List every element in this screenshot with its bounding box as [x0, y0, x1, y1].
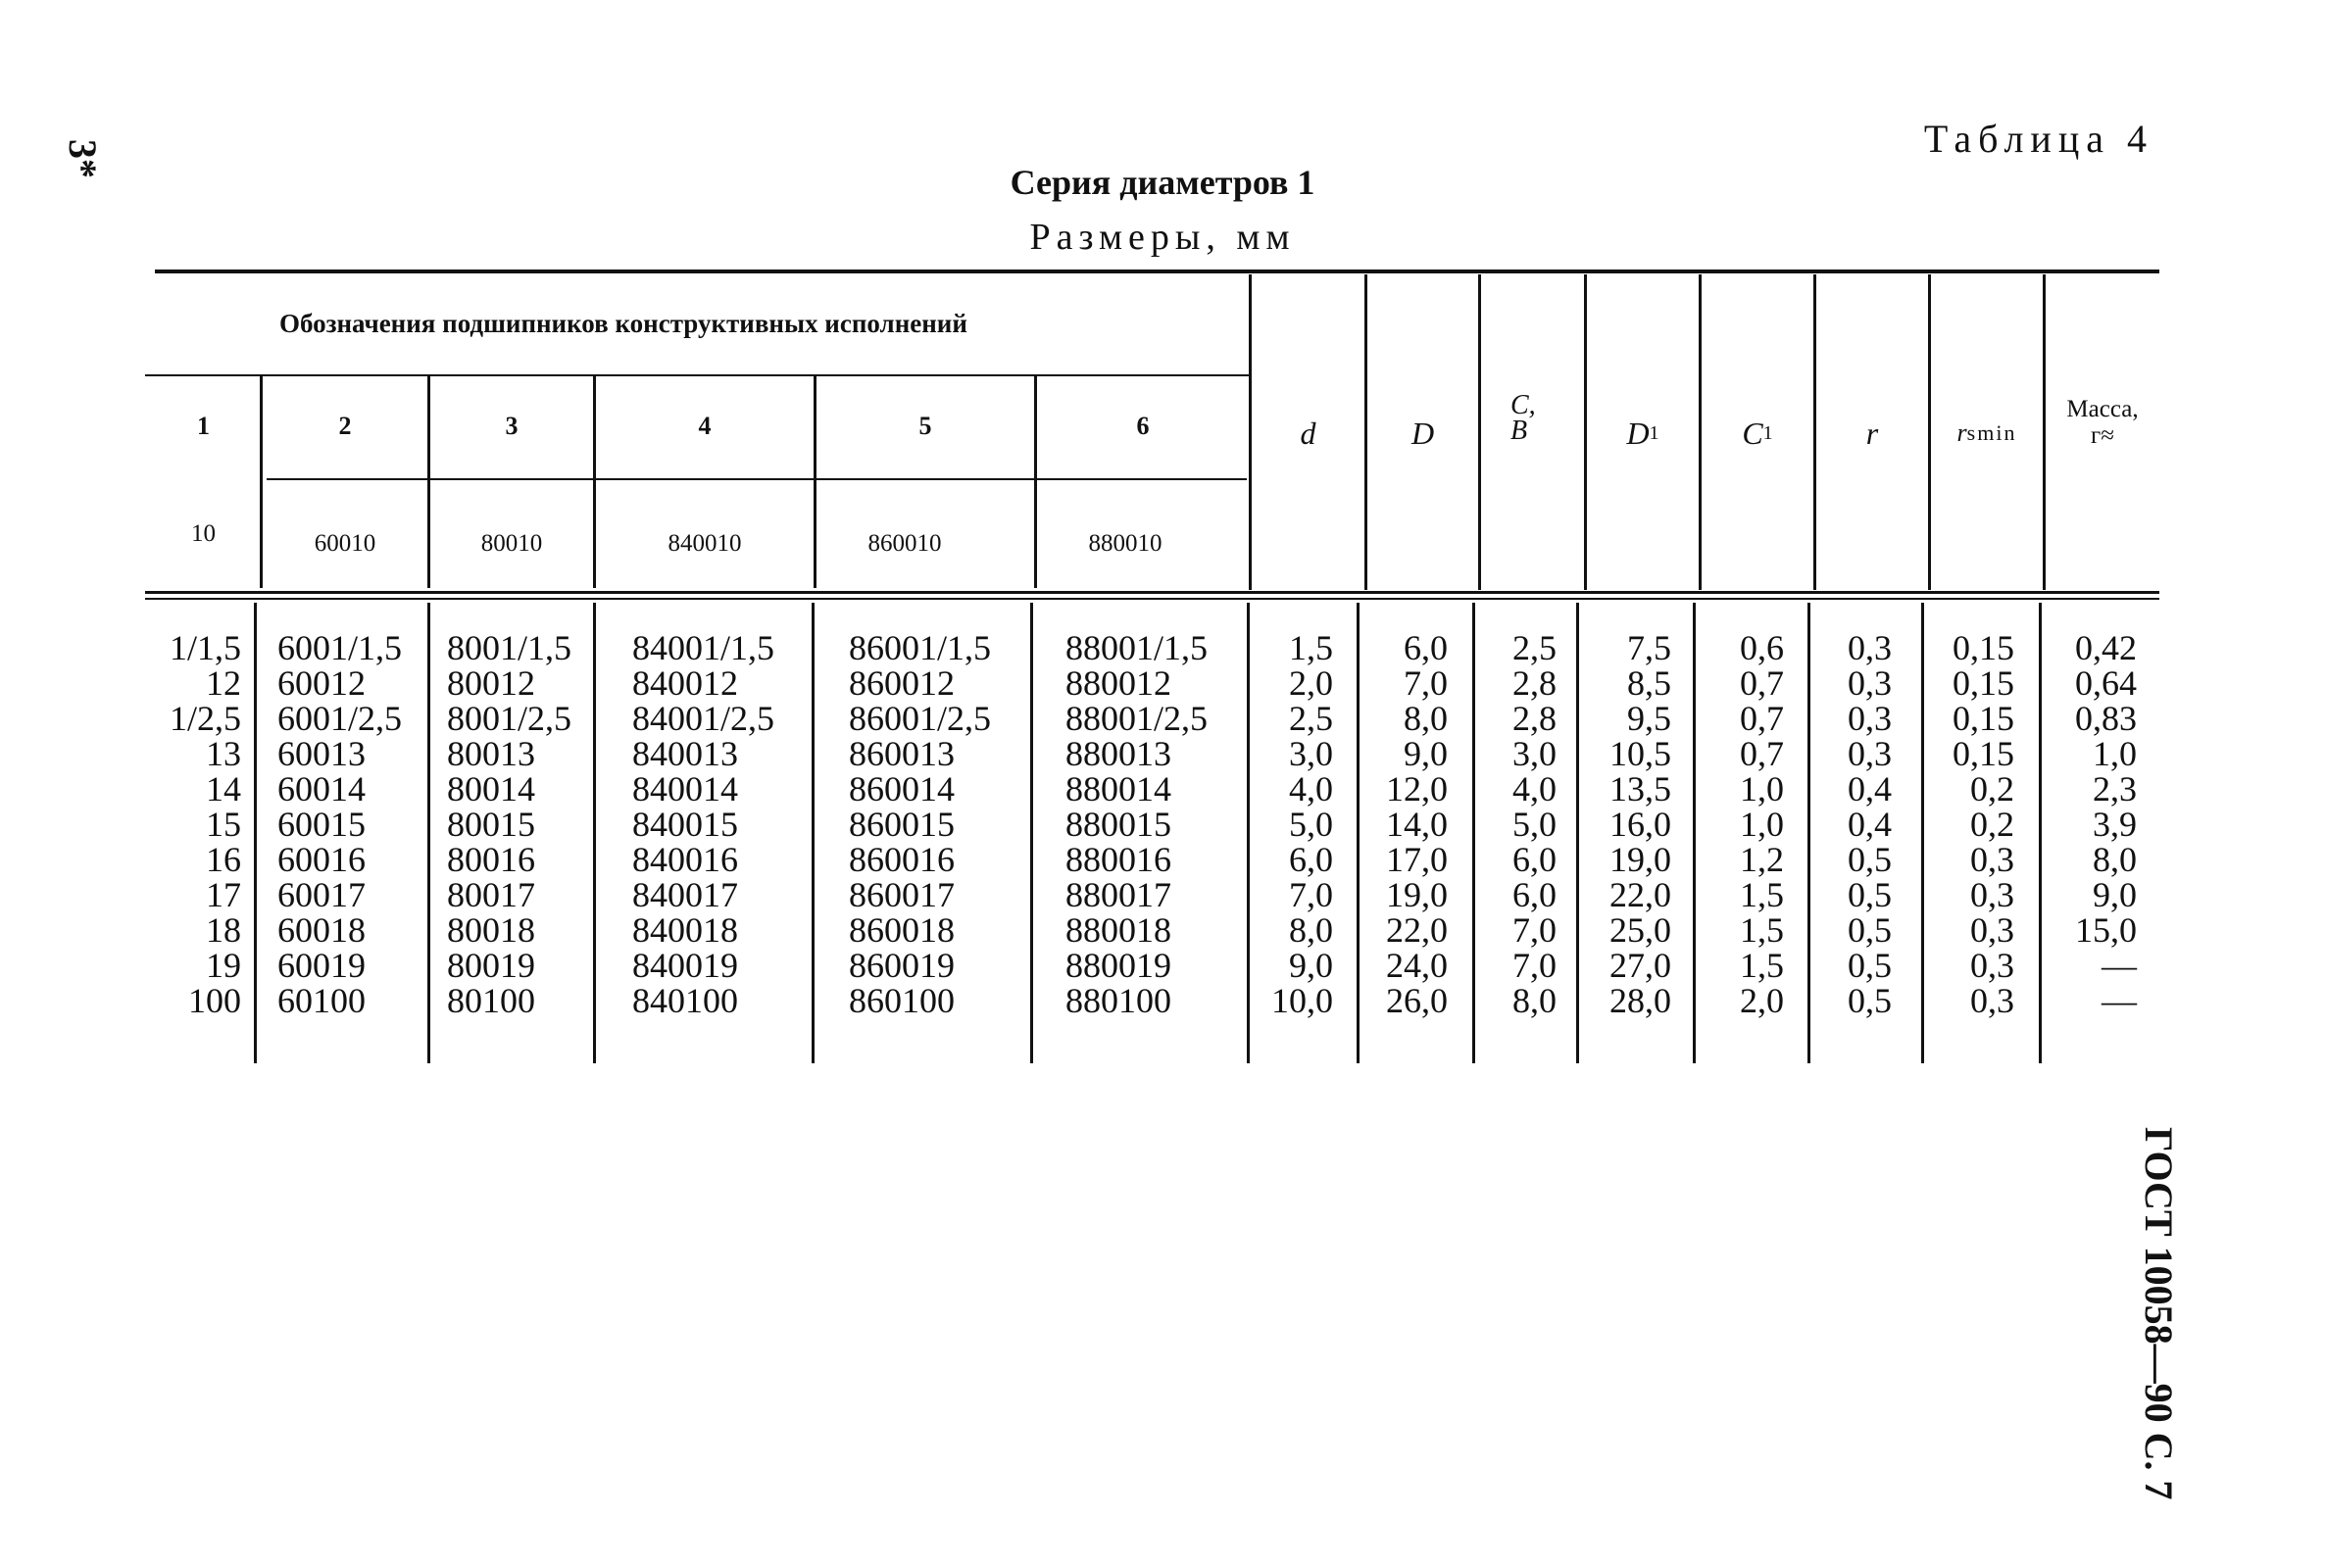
column-C-B [1478, 630, 1557, 1018]
table-label: Таблица 4 [1923, 117, 2153, 161]
body-divider [1693, 603, 1696, 1063]
table-cell: 15 [206, 805, 241, 844]
table-cell: 7,0 [1289, 875, 1333, 914]
table-cell: 1,0 [1740, 805, 1784, 844]
body-divider [812, 603, 815, 1063]
table-cell: 0,2 [1970, 805, 2014, 844]
header-D: D [1410, 415, 1435, 451]
table-cell: 0,3 [1970, 910, 2014, 950]
design-number-2: 2 [338, 412, 352, 440]
table-cell: 0,5 [1848, 946, 1892, 985]
design-number-4: 4 [698, 412, 712, 440]
table-cell: 8,0 [1289, 910, 1333, 950]
table-cell: 860100 [849, 981, 955, 1020]
table-cell: 80019 [447, 946, 535, 985]
group-header-rule [145, 374, 1249, 376]
table-cell: 6001/1,5 [277, 628, 403, 667]
table-cell: 5,0 [1512, 805, 1557, 844]
table-cell: 7,0 [1512, 910, 1557, 950]
header-mass-unit: г≈ [2091, 422, 2114, 449]
table-cell: 0,3 [1848, 699, 1892, 738]
table-cell: 1,0 [2093, 734, 2137, 773]
header-rsmin-sub: smin [1966, 420, 2017, 445]
table-cell: 840018 [632, 910, 738, 950]
sample-designation-2: 60010 [314, 530, 376, 557]
table-cell: 6,0 [1404, 628, 1448, 667]
column-rsmin [1926, 630, 2014, 1018]
table-cell: 840016 [632, 840, 738, 879]
table-cell: 0,3 [1970, 840, 2014, 879]
table-cell: 9,0 [2093, 875, 2137, 914]
table-cell: 880018 [1065, 910, 1171, 950]
sample-designation-1: 10 [191, 520, 216, 547]
table-cell: 0,7 [1740, 699, 1784, 738]
table-cell: 0,5 [1848, 840, 1892, 879]
table-cell: 860016 [849, 840, 955, 879]
column-design-5 [849, 630, 1025, 1018]
table-cell: 22,0 [1609, 875, 1671, 914]
table-cell: 840014 [632, 769, 738, 808]
table-cell: 80013 [447, 734, 535, 773]
table-cell: 88001/2,5 [1065, 699, 1209, 738]
table-cell: 0,83 [2075, 699, 2137, 738]
table-cell: 1,5 [1289, 628, 1333, 667]
table-cell: 880016 [1065, 840, 1171, 879]
header-rsmin [1931, 276, 2043, 590]
dimensions-title: Размеры, мм [1029, 217, 1296, 258]
table-cell: 88001/1,5 [1065, 628, 1209, 667]
body-divider [593, 603, 596, 1063]
header-C1 [1702, 276, 1813, 590]
table-cell: 80014 [447, 769, 535, 808]
table-cell: 0,3 [1970, 981, 2014, 1020]
table-cell: 24,0 [1386, 946, 1448, 985]
table-cell: 9,0 [1289, 946, 1333, 985]
table-cell: 0,64 [2075, 663, 2137, 703]
table-cell: 3,9 [2093, 805, 2137, 844]
sample-designation-3: 80010 [480, 530, 543, 557]
table-cell: 880019 [1065, 946, 1171, 985]
table-cell: 840019 [632, 946, 738, 985]
body-divider [1807, 603, 1810, 1063]
table-cell: 860015 [849, 805, 955, 844]
body-divider [1357, 603, 1360, 1063]
table-cell: 60018 [277, 910, 366, 950]
design-number-5: 5 [918, 412, 932, 440]
header-r: r [1865, 415, 1879, 451]
table-cell: 0,42 [2075, 628, 2137, 667]
table-cell: 860019 [849, 946, 955, 985]
table-cell: 1,2 [1740, 840, 1784, 879]
column-design-1 [140, 630, 241, 1018]
table-cell: 860012 [849, 663, 955, 703]
table-cell: 0,4 [1848, 769, 1892, 808]
table-cell: 84001/2,5 [632, 699, 775, 738]
table-cell: 0,3 [1848, 663, 1892, 703]
table-cell: 17 [206, 875, 241, 914]
table-cell: 6,0 [1512, 875, 1557, 914]
table-cell: 27,0 [1609, 946, 1671, 985]
column-design-4 [632, 630, 809, 1018]
table-cell: 25,0 [1609, 910, 1671, 950]
table-cell: 60012 [277, 663, 366, 703]
header-rsmin-main: r [1956, 418, 1967, 447]
table-cell: 0,5 [1848, 875, 1892, 914]
table-cell: 100 [188, 981, 241, 1020]
series-title: Серия диаметров 1 [1010, 163, 1315, 202]
header-d: d [1300, 415, 1316, 451]
table-cell: 8,0 [2093, 840, 2137, 879]
table-cell: 0,3 [1848, 734, 1892, 773]
table-cell: 14,0 [1386, 805, 1448, 844]
table-cell: 2,8 [1512, 699, 1557, 738]
table-cell: 19 [206, 946, 241, 985]
body-divider [1472, 603, 1475, 1063]
column-mass [2043, 630, 2137, 1018]
table-cell: 80018 [447, 910, 535, 950]
table-cell: 0,5 [1848, 981, 1892, 1020]
table-cell: 880017 [1065, 875, 1171, 914]
table-cell: 17,0 [1386, 840, 1448, 879]
table-cell: 8001/1,5 [447, 628, 572, 667]
table-cell: 19,0 [1609, 840, 1671, 879]
sample-designation-6: 880010 [1088, 530, 1162, 557]
table-cell: 880013 [1065, 734, 1171, 773]
table-cell: 0,15 [1953, 663, 2014, 703]
table-cell: 1/2,5 [169, 699, 241, 738]
body-divider [1247, 603, 1250, 1063]
header-C1-main: C [1742, 415, 1763, 451]
table-cell: 0,6 [1740, 628, 1784, 667]
table-cell: 80016 [447, 840, 535, 879]
column-design-2 [277, 630, 424, 1018]
table-cell: 0,15 [1953, 734, 2014, 773]
table-cell: 7,0 [1512, 946, 1557, 985]
table-cell: 80012 [447, 663, 535, 703]
top-rule [155, 270, 2159, 273]
column-design-3 [447, 630, 592, 1018]
column-C1 [1701, 630, 1784, 1018]
table-cell: 4,0 [1512, 769, 1557, 808]
body-divider [1030, 603, 1033, 1063]
body-divider [1921, 603, 1924, 1063]
table-cell: 8001/2,5 [447, 699, 572, 738]
table-cell: 16,0 [1609, 805, 1671, 844]
body-divider [254, 603, 257, 1063]
table-cell: 860017 [849, 875, 955, 914]
table-cell: 0,15 [1953, 628, 2014, 667]
table-cell: 4,0 [1289, 769, 1333, 808]
table-cell: 8,0 [1404, 699, 1448, 738]
table-cell: 13,5 [1609, 769, 1671, 808]
column-D [1362, 630, 1448, 1018]
table-cell: 2,5 [1512, 628, 1557, 667]
body-divider [427, 603, 430, 1063]
table-cell: 0,2 [1970, 769, 2014, 808]
table-cell: 5,0 [1289, 805, 1333, 844]
header-mass-label: Масса, [2066, 396, 2139, 422]
table-cell: 2,0 [1289, 663, 1333, 703]
table-cell: 0,3 [1970, 875, 2014, 914]
header-C1-sub: 1 [1762, 421, 1773, 444]
table-cell: 2,3 [2093, 769, 2137, 808]
header-D1 [1587, 276, 1699, 590]
table-cell: 60017 [277, 875, 366, 914]
column-D1 [1580, 630, 1671, 1018]
table-cell: 80100 [447, 981, 535, 1020]
table-cell: 80015 [447, 805, 535, 844]
design-number-3: 3 [505, 412, 519, 440]
table-cell: 26,0 [1386, 981, 1448, 1020]
design-number-6: 6 [1136, 412, 1150, 440]
table-cell: 0,3 [1848, 628, 1892, 667]
table-cell: 840015 [632, 805, 738, 844]
table-cell: 2,8 [1512, 663, 1557, 703]
table-cell: 0,7 [1740, 734, 1784, 773]
table-cell: 840012 [632, 663, 738, 703]
sample-designation-4: 840010 [668, 530, 742, 557]
table-cell: 9,0 [1404, 734, 1448, 773]
table-cell: 0,7 [1740, 663, 1784, 703]
table-cell: 3,0 [1289, 734, 1333, 773]
table-cell: 7,0 [1404, 663, 1448, 703]
table-cell: 14 [206, 769, 241, 808]
table-cell: 6001/2,5 [277, 699, 403, 738]
table-cell: 60014 [277, 769, 366, 808]
table-cell: 10,0 [1271, 981, 1333, 1020]
header-B-label: B [1510, 416, 1528, 446]
table-cell: 0,4 [1848, 805, 1892, 844]
column-d [1255, 630, 1333, 1018]
table-cell: 80017 [447, 875, 535, 914]
designations-group-header: Обозначения подшипников конструктивных исполнений [279, 308, 967, 338]
table-cell: 60019 [277, 946, 366, 985]
table-cell: 6,0 [1512, 840, 1557, 879]
sample-designation-5: 860010 [867, 530, 942, 557]
header-C-B [1481, 276, 1584, 590]
table-cell: 22,0 [1386, 910, 1448, 950]
table-cell: 880014 [1065, 769, 1171, 808]
table-cell: 840017 [632, 875, 738, 914]
table-cell: — [2102, 946, 2137, 985]
table-cell: 10,5 [1609, 734, 1671, 773]
table-cell: 8,5 [1627, 663, 1671, 703]
table-cell: 1,5 [1740, 910, 1784, 950]
table-cell: 880012 [1065, 663, 1171, 703]
table-cell: 860013 [849, 734, 955, 773]
header-bottom-rule-2 [145, 598, 2159, 600]
table-cell: 0,3 [1970, 946, 2014, 985]
table-cell: 0,5 [1848, 910, 1892, 950]
table-cell: 860018 [849, 910, 955, 950]
table-cell: 840013 [632, 734, 738, 773]
column-r [1813, 630, 1892, 1018]
table-cell: 15,0 [2075, 910, 2137, 950]
table-cell: 2,5 [1289, 699, 1333, 738]
table-cell: 880100 [1065, 981, 1171, 1020]
table-cell: 1,5 [1740, 946, 1784, 985]
table-cell: 60100 [277, 981, 366, 1020]
table-cell: 60016 [277, 840, 366, 879]
header-D1-main: D [1626, 415, 1650, 451]
design-number-1: 1 [197, 412, 210, 440]
table-cell: 860014 [849, 769, 955, 808]
table-cell: 60013 [277, 734, 366, 773]
table-cell: 13 [206, 734, 241, 773]
design-number-rule [267, 478, 1247, 480]
table-cell: 6,0 [1289, 840, 1333, 879]
table-cell: — [2102, 981, 2137, 1020]
header-mass [2046, 276, 2159, 590]
table-cell: 2,0 [1740, 981, 1784, 1020]
table-cell: 1/1,5 [169, 628, 241, 667]
table-cell: 3,0 [1512, 734, 1557, 773]
table-cell: 0,15 [1953, 699, 2014, 738]
table-cell: 60015 [277, 805, 366, 844]
header-D1-sub: 1 [1649, 421, 1659, 444]
table-cell: 9,5 [1627, 699, 1671, 738]
body-divider [1576, 603, 1579, 1063]
gost-footer: ГОСТ 10058—90 С. 7 [2137, 1127, 2181, 1500]
table-cell: 19,0 [1386, 875, 1448, 914]
table-cell: 7,5 [1627, 628, 1671, 667]
table-cell: 8,0 [1512, 981, 1557, 1020]
page-mark: 3* [61, 139, 105, 178]
column-design-6 [1065, 630, 1242, 1018]
header-C-label: C, [1510, 390, 1536, 420]
table-cell: 880015 [1065, 805, 1171, 844]
table-cell: 840100 [632, 981, 738, 1020]
table-cell: 12,0 [1386, 769, 1448, 808]
table-cell: 16 [206, 840, 241, 879]
table-cell: 84001/1,5 [632, 628, 775, 667]
table-cell: 1,0 [1740, 769, 1784, 808]
table-cell: 1,5 [1740, 875, 1784, 914]
table-cell: 28,0 [1609, 981, 1671, 1020]
body-divider [2039, 603, 2042, 1063]
table-cell: 86001/2,5 [849, 699, 992, 738]
table-cell: 18 [206, 910, 241, 950]
table-cell: 12 [206, 663, 241, 703]
table-cell: 86001/1,5 [849, 628, 992, 667]
